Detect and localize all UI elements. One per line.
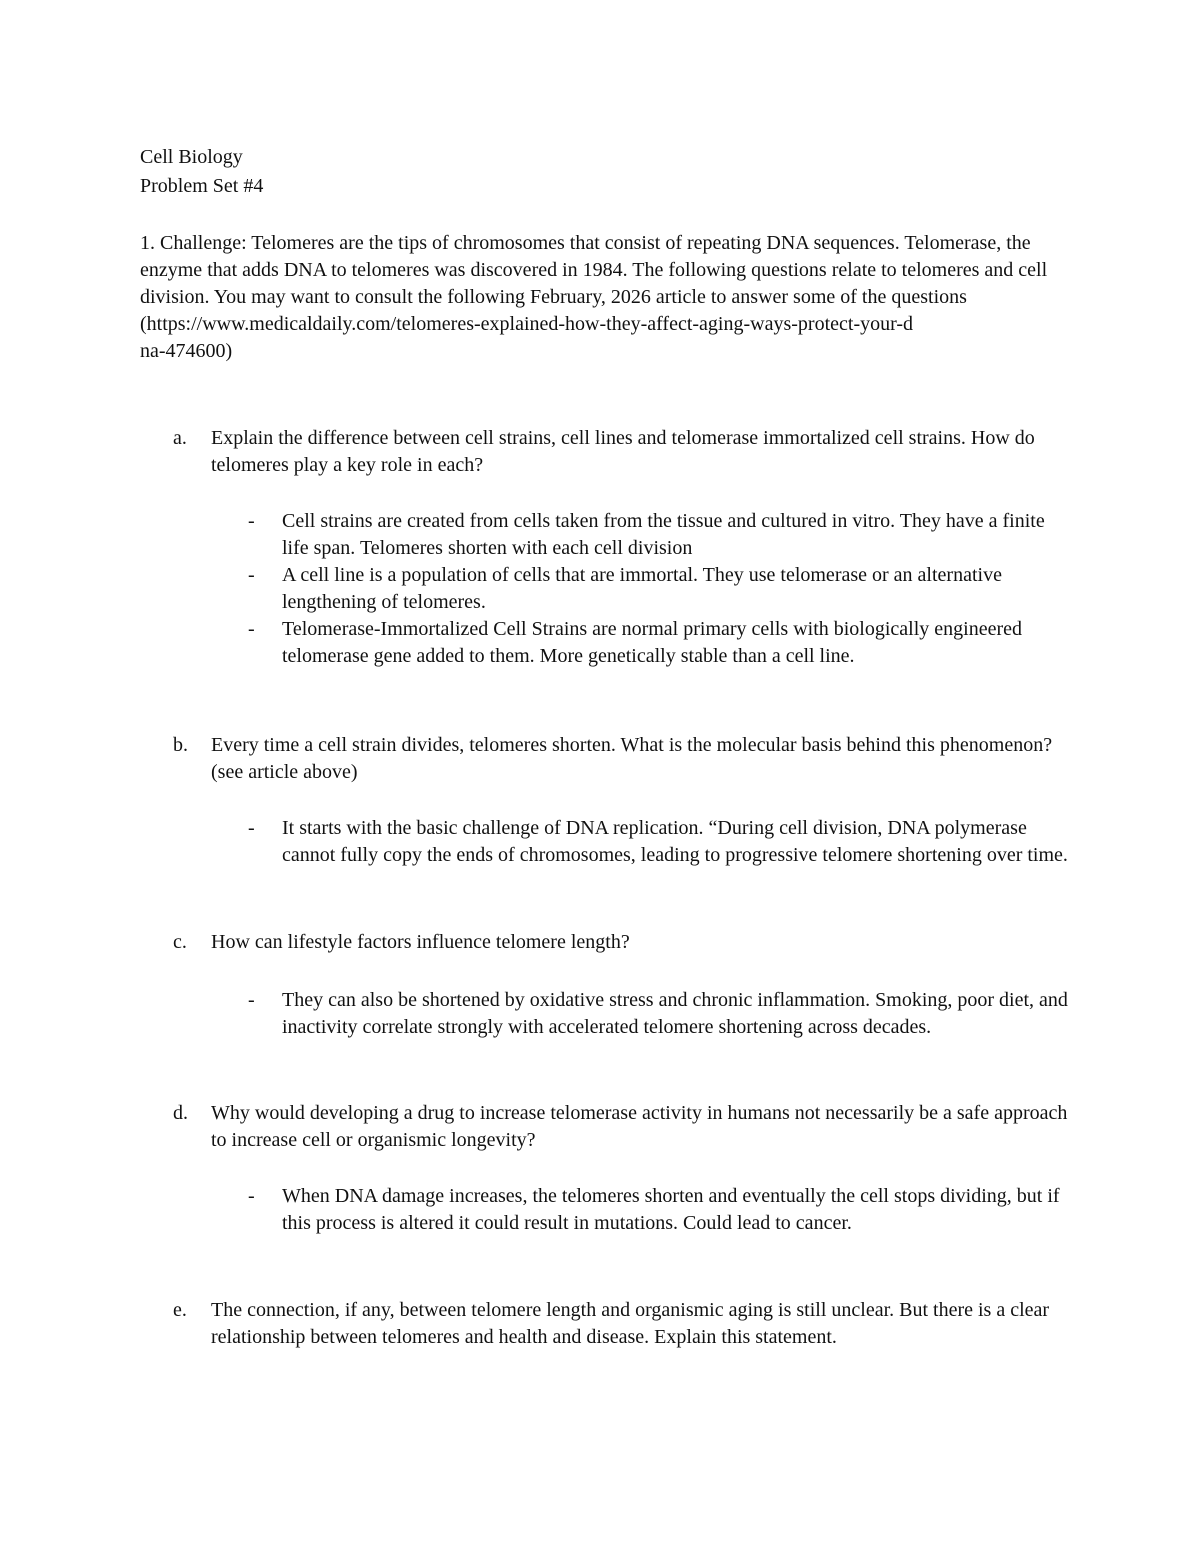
question-text: Why would developing a drug to increase telomerase activity in humans not necessarily be a safe approach to increase cell or organismic longevity? [211, 1102, 1068, 1151]
document-header [140, 143, 263, 201]
answer-item [248, 616, 1072, 670]
question-a [140, 425, 1080, 670]
answer-item [248, 508, 1072, 562]
answer-list [140, 1183, 1080, 1237]
answer-list [140, 987, 1080, 1041]
answer-text: It starts with the basic challenge of DNA replication. “During cell division, DNA polymerase cannot fully copy the ends of chromosomes, leading to progressive telomere shortening over time. [282, 817, 1068, 866]
question-text: How can lifestyle factors influence telomere length? [211, 931, 630, 953]
bullet-dash: - [248, 618, 255, 640]
answer-text: A cell line is a population of cells that are immortal. They use telomerase or an alternative lengthening of telomeres. [282, 564, 1002, 613]
intro-paragraph [140, 230, 1060, 311]
question-label: c. [173, 931, 187, 953]
question-label: e. [173, 1299, 187, 1321]
bullet-dash: - [248, 989, 255, 1011]
question-label: b. [173, 734, 188, 756]
question-1-intro [140, 230, 1060, 365]
question-text: The connection, if any, between telomere length and organismic aging is still unclear. But there is a clear relationship between telomeres and health and disease. Explain this statement. [211, 1299, 1050, 1348]
answer-item [248, 1183, 1072, 1237]
answer-item [248, 815, 1072, 869]
answer-item [248, 562, 1072, 616]
answer-text: Cell strains are created from cells taken from the tissue and cultured in vitro. They have a finite life span. Telomeres shorten with each cell division [282, 510, 1045, 559]
question-e [140, 1297, 1080, 1351]
answer-text: When DNA damage increases, the telomeres shorten and eventually the cell stops dividing, but if this process is altered it could result in mutations. Could lead to cancer. [282, 1185, 1060, 1234]
answer-text: They can also be shortened by oxidative stress and chronic inflammation. Smoking, poor diet, and inactivity correlate strongly with accelerated telomere shortening across decades. [282, 989, 1068, 1038]
question-number: 1. [140, 232, 155, 254]
problem-set-title: Problem Set #4 [140, 175, 264, 197]
bullet-dash: - [248, 1185, 255, 1207]
article-url-line-1: (https://www.medicaldaily.com/telomeres-explained-how-they-affect-aging-ways-protect-your-d [140, 313, 914, 335]
course-title: Cell Biology [140, 146, 243, 168]
answer-list [140, 815, 1080, 869]
question-b [140, 732, 1080, 869]
question-d [140, 1100, 1080, 1237]
question-text: Every time a cell strain divides, telomeres shorten. What is the molecular basis behind this phenomenon? (see article above) [211, 734, 1053, 783]
intro-text: Challenge: Telomeres are the tips of chromosomes that consist of repeating DNA sequences. Telomerase, the enzyme that adds DNA to telomeres was discovered in 1984. The following questions relate to telomeres and cell division. You may want to consult the following February, 2026 article to answer some of the questions [140, 232, 1048, 308]
question-text: Explain the difference between cell strains, cell lines and telomerase immortalized cell strains. How do telomeres play a key role in each? [211, 427, 1035, 476]
question-label: a. [173, 427, 187, 449]
article-url-line-2: na-474600) [140, 340, 233, 362]
question-label: d. [173, 1102, 188, 1124]
answer-item [248, 987, 1072, 1041]
question-c [140, 929, 1080, 1041]
bullet-dash: - [248, 817, 255, 839]
bullet-dash: - [248, 510, 255, 532]
answer-list [140, 508, 1080, 670]
answer-text: Telomerase-Immortalized Cell Strains are normal primary cells with biologically engineered telomerase gene added to them. More genetically stable than a cell line. [282, 618, 1023, 667]
bullet-dash: - [248, 564, 255, 586]
